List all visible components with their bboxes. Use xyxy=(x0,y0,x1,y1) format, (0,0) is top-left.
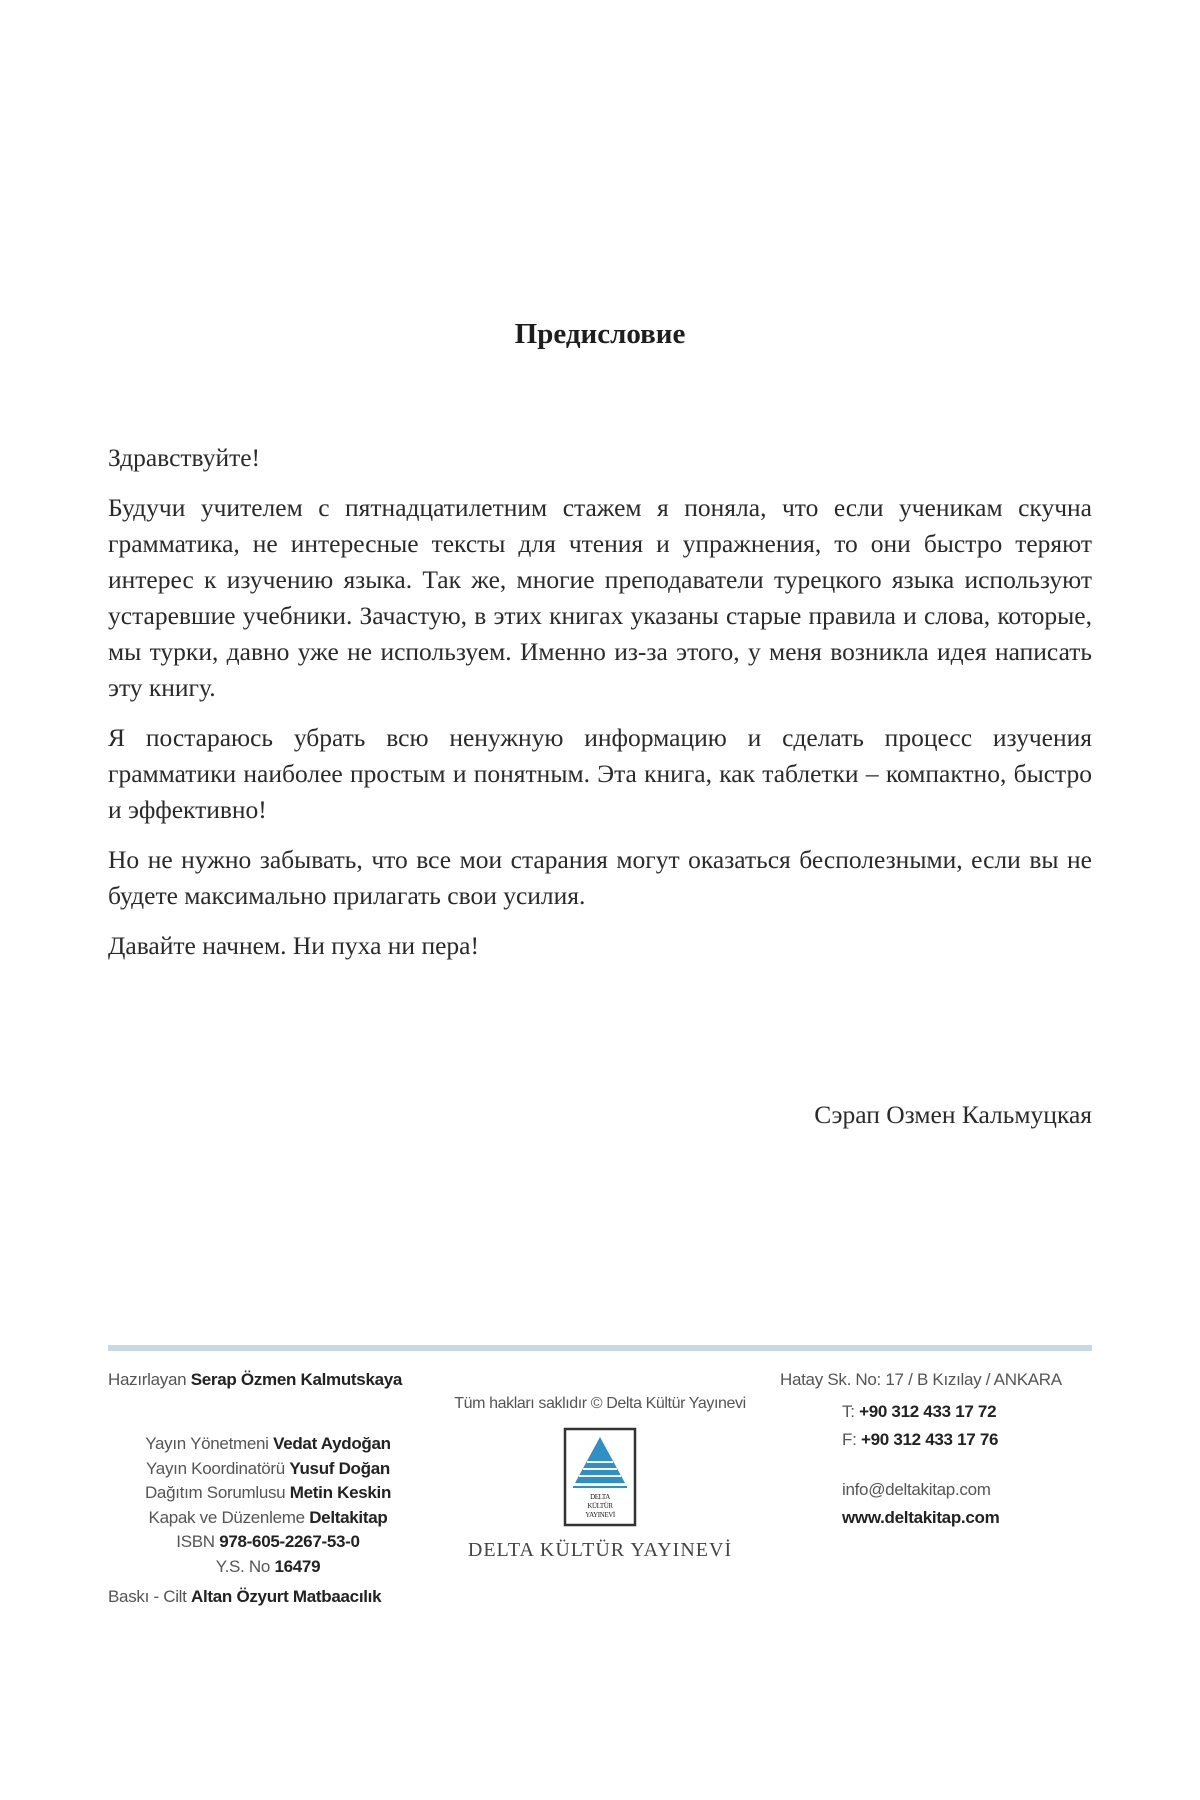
credit-value: Metin Keskin xyxy=(289,1483,392,1502)
email-link[interactable]: info@deltakitap.com xyxy=(842,1480,991,1499)
credit-label: Yayın Yönetmeni xyxy=(145,1434,269,1453)
publisher-column xyxy=(430,1395,770,1562)
rights-notice: Tüm hakları saklıdır © Delta Kültür Yayınevi xyxy=(454,1395,746,1412)
delta-logo-icon xyxy=(563,1427,637,1527)
print-row xyxy=(108,1585,428,1610)
contact-column xyxy=(780,1370,1100,1532)
greeting-paragraph: Здравствуйте! xyxy=(108,443,261,472)
prepared-label: Hazırlayan xyxy=(108,1370,187,1389)
credit-label: Kapak ve Düzenleme xyxy=(148,1507,305,1527)
logo-text-line: DELTA xyxy=(590,1493,610,1501)
fax-row xyxy=(780,1426,1100,1454)
credit-row xyxy=(108,1555,428,1580)
credit-label: ISBN xyxy=(176,1532,215,1551)
prepared-value: Serap Özmen Kalmutskaya xyxy=(190,1370,403,1389)
closing-paragraph: Давайте начнем. Ни пуха ни пера! xyxy=(108,931,479,960)
credit-value: Vedat Aydoğan xyxy=(273,1434,391,1453)
credit-label: Yayın Koordinatörü xyxy=(146,1458,285,1478)
publisher-logo xyxy=(563,1427,637,1527)
fax-number: +90 312 433 17 76 xyxy=(860,1430,999,1449)
phone-row xyxy=(780,1398,1100,1426)
credit-label: Dağıtım Sorumlusu xyxy=(144,1483,286,1502)
preface-paragraph: Но не нужно забывать, что все мои старания могут оказаться бесполезными, если вы не будете максимально прилагать свои усилия. xyxy=(108,845,1092,910)
credit-value: 16479 xyxy=(274,1556,321,1576)
print-value: Altan Özyurt Matbaacılık xyxy=(191,1587,382,1606)
publisher-name: DELTA KÜLTÜR YAYINEVİ xyxy=(467,1539,733,1561)
website-link[interactable]: www.deltakitap.com xyxy=(842,1508,1000,1527)
logo-text-line: KÜLTÜR xyxy=(587,1502,613,1510)
credit-label: Y.S. No xyxy=(215,1556,271,1576)
prepared-by xyxy=(108,1370,488,1390)
page-title: Предисловие xyxy=(514,318,686,350)
print-label: Baskı - Cilt xyxy=(108,1587,187,1606)
credit-value: 978-605-2267-53-0 xyxy=(219,1532,360,1551)
credit-row xyxy=(108,1506,428,1531)
credit-value: Yusuf Doğan xyxy=(289,1458,390,1478)
publisher-address: Hatay Sk. No: 17 / B Kızılay / ANKARA xyxy=(780,1370,1062,1389)
credit-row xyxy=(108,1481,428,1506)
author-signature: Сэрап Озмен Кальмуцкая xyxy=(814,1100,1092,1129)
logo-text-line: YAYINEVİ xyxy=(585,1511,615,1519)
credit-row xyxy=(108,1530,428,1555)
credit-value: Deltakitap xyxy=(309,1507,388,1527)
phone-label: T: xyxy=(842,1402,855,1421)
preface-body xyxy=(108,440,1092,978)
fax-label: F: xyxy=(842,1430,857,1449)
preface-paragraph: Будучи учителем с пятнадцатилетним стажем я поняла, что если ученикам скучна грамматика, не интересные тексты для чтения и упражнения, то они быстро теряют интерес к изучению языка. Так же, многие преподаватели турецкого языка используют устаревшие учебники. Зачастую, в этих книгах указаны старые правила и слова, которые, мы турки, давно уже не используем. Именно из-за этого, у меня возникла идея написать эту книгу. xyxy=(108,493,1092,702)
phone-number: +90 312 433 17 72 xyxy=(859,1402,997,1421)
preface-paragraph: Я постараюсь убрать всю ненужную информацию и сделать процесс изучения грамматики наиболее простым и понятным. Эта книга, как таблетки – компактно, быстро и эффективно! xyxy=(108,723,1092,824)
imprint-divider xyxy=(108,1345,1092,1351)
credit-row xyxy=(108,1432,428,1457)
credit-row xyxy=(108,1457,428,1482)
web-contacts xyxy=(780,1476,1100,1532)
